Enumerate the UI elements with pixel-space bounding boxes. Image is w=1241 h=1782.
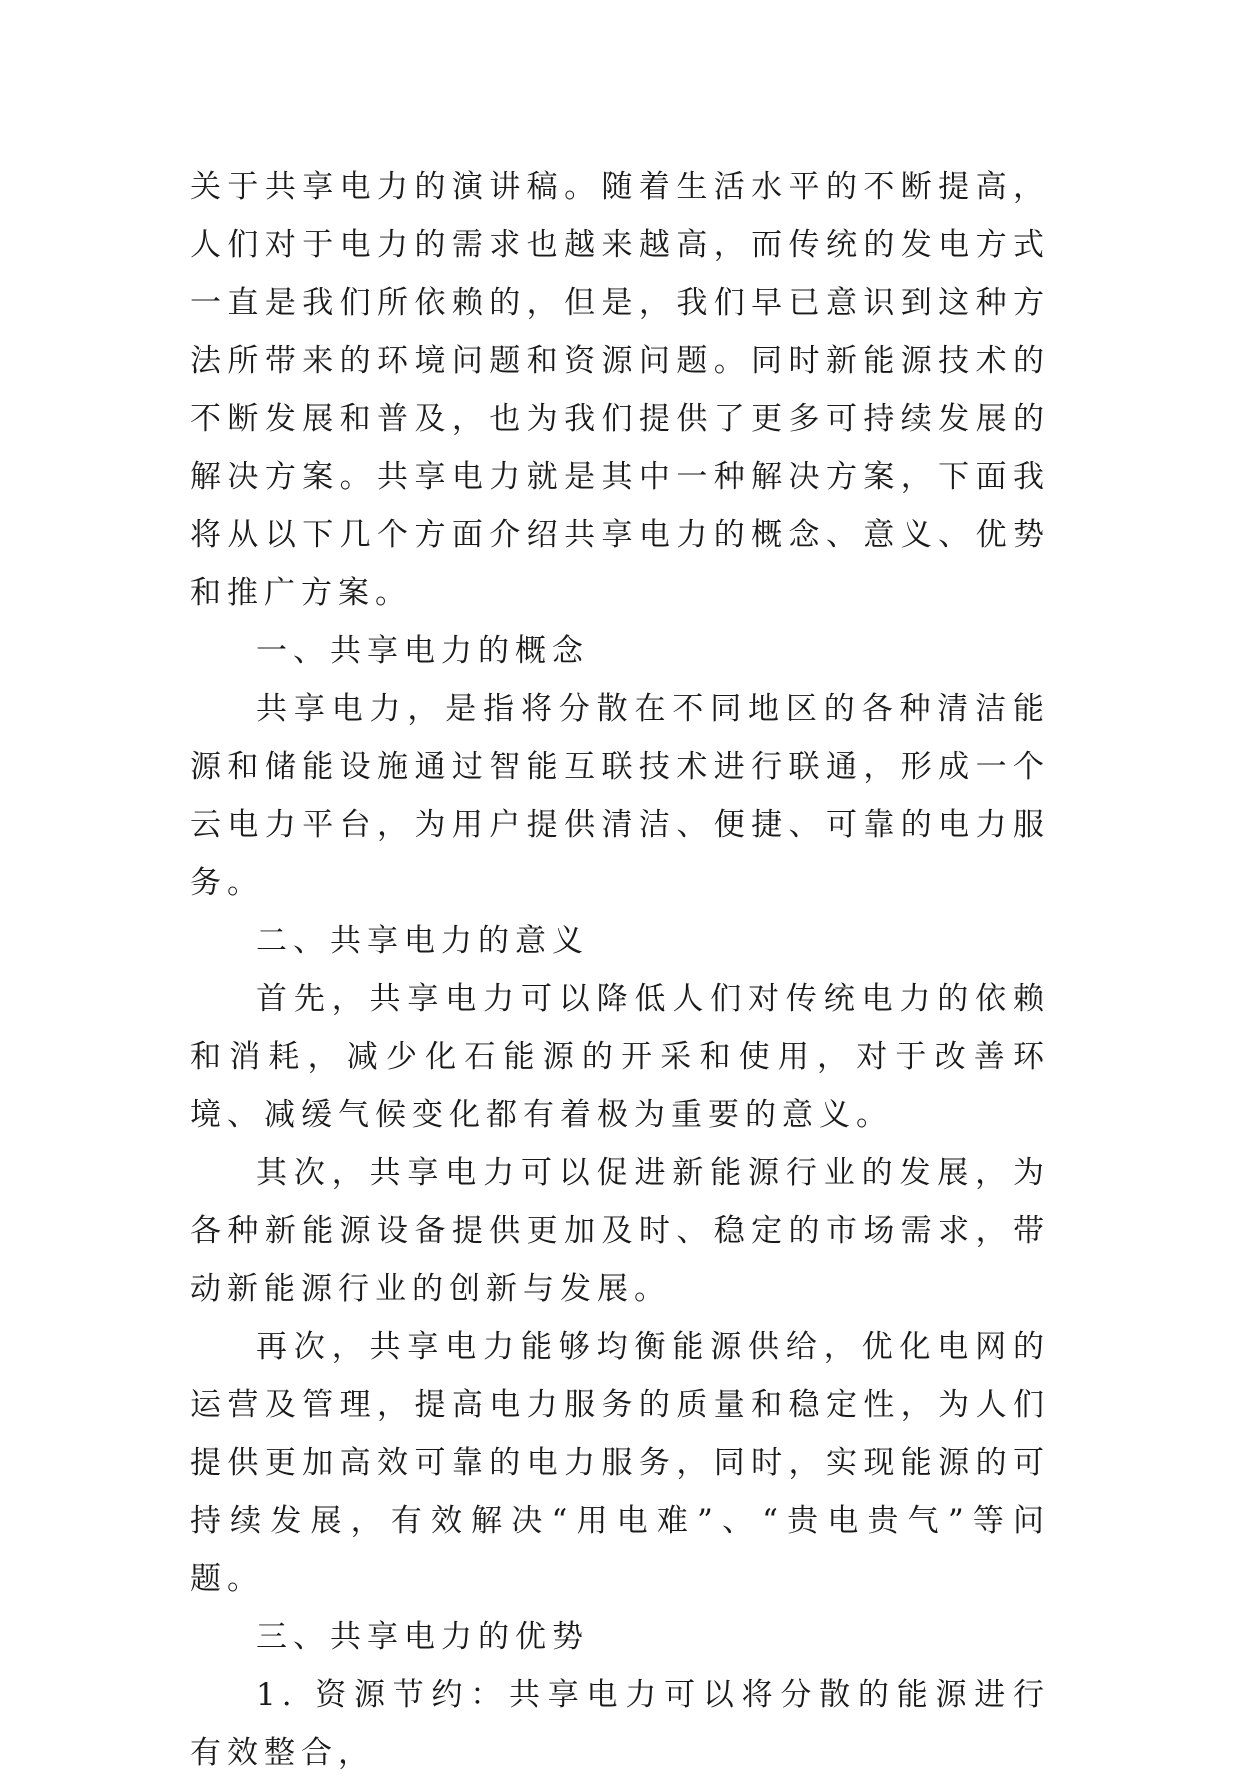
significance-paragraph-1: 首先，共享电力可以降低人们对传统电力的依赖和消耗，减少化石能源的开采和使用，对于改善环境、减缓气候变化都有着极为重要的意义。 <box>190 981 1050 1133</box>
section-heading-significance: 二、共享电力的意义 <box>256 923 589 959</box>
intro-paragraph: 关于共享电力的演讲稿。随着生活水平的不断提高，人们对于电力的需求也越来越高，而传统的发电方式一直是我们所依赖的，但是，我们早已意识到这种方法所带来的环境问题和资源问题。同时新能源技术的不断发展和普及，也为我们提供了更多可持续发展的解决方案。共享电力就是其中一种解决方案，下面我将从以下几个方面介绍共享电力的概念、意义、优势和推广方案。 <box>190 169 1050 611</box>
significance-paragraph-3: 再次，共享电力能够均衡能源供给，优化电网的运营及管理，提高电力服务的质量和稳定性，为人们提供更加高效可靠的电力服务，同时，实现能源的可持续发展，有效解决“用电难”、“贵电贵气”等问题。 <box>190 1329 1050 1597</box>
significance-paragraph-2: 其次，共享电力可以促进新能源行业的发展，为各种新能源设备提供更加及时、稳定的市场需求，带动新能源行业的创新与发展。 <box>190 1155 1050 1307</box>
section-heading-advantages: 三、共享电力的优势 <box>256 1619 589 1655</box>
concept-paragraph: 共享电力，是指将分散在不同地区的各种清洁能源和储能设施通过智能互联技术进行联通，形成一个云电力平台，为用户提供清洁、便捷、可靠的电力服务。 <box>190 691 1050 901</box>
document-body <box>190 158 1050 1782</box>
advantage-item-1: 1. 资源节约：共享电力可以将分散的能源进行有效整合， <box>190 1677 1050 1771</box>
section-heading-concept: 一、共享电力的概念 <box>256 633 589 669</box>
